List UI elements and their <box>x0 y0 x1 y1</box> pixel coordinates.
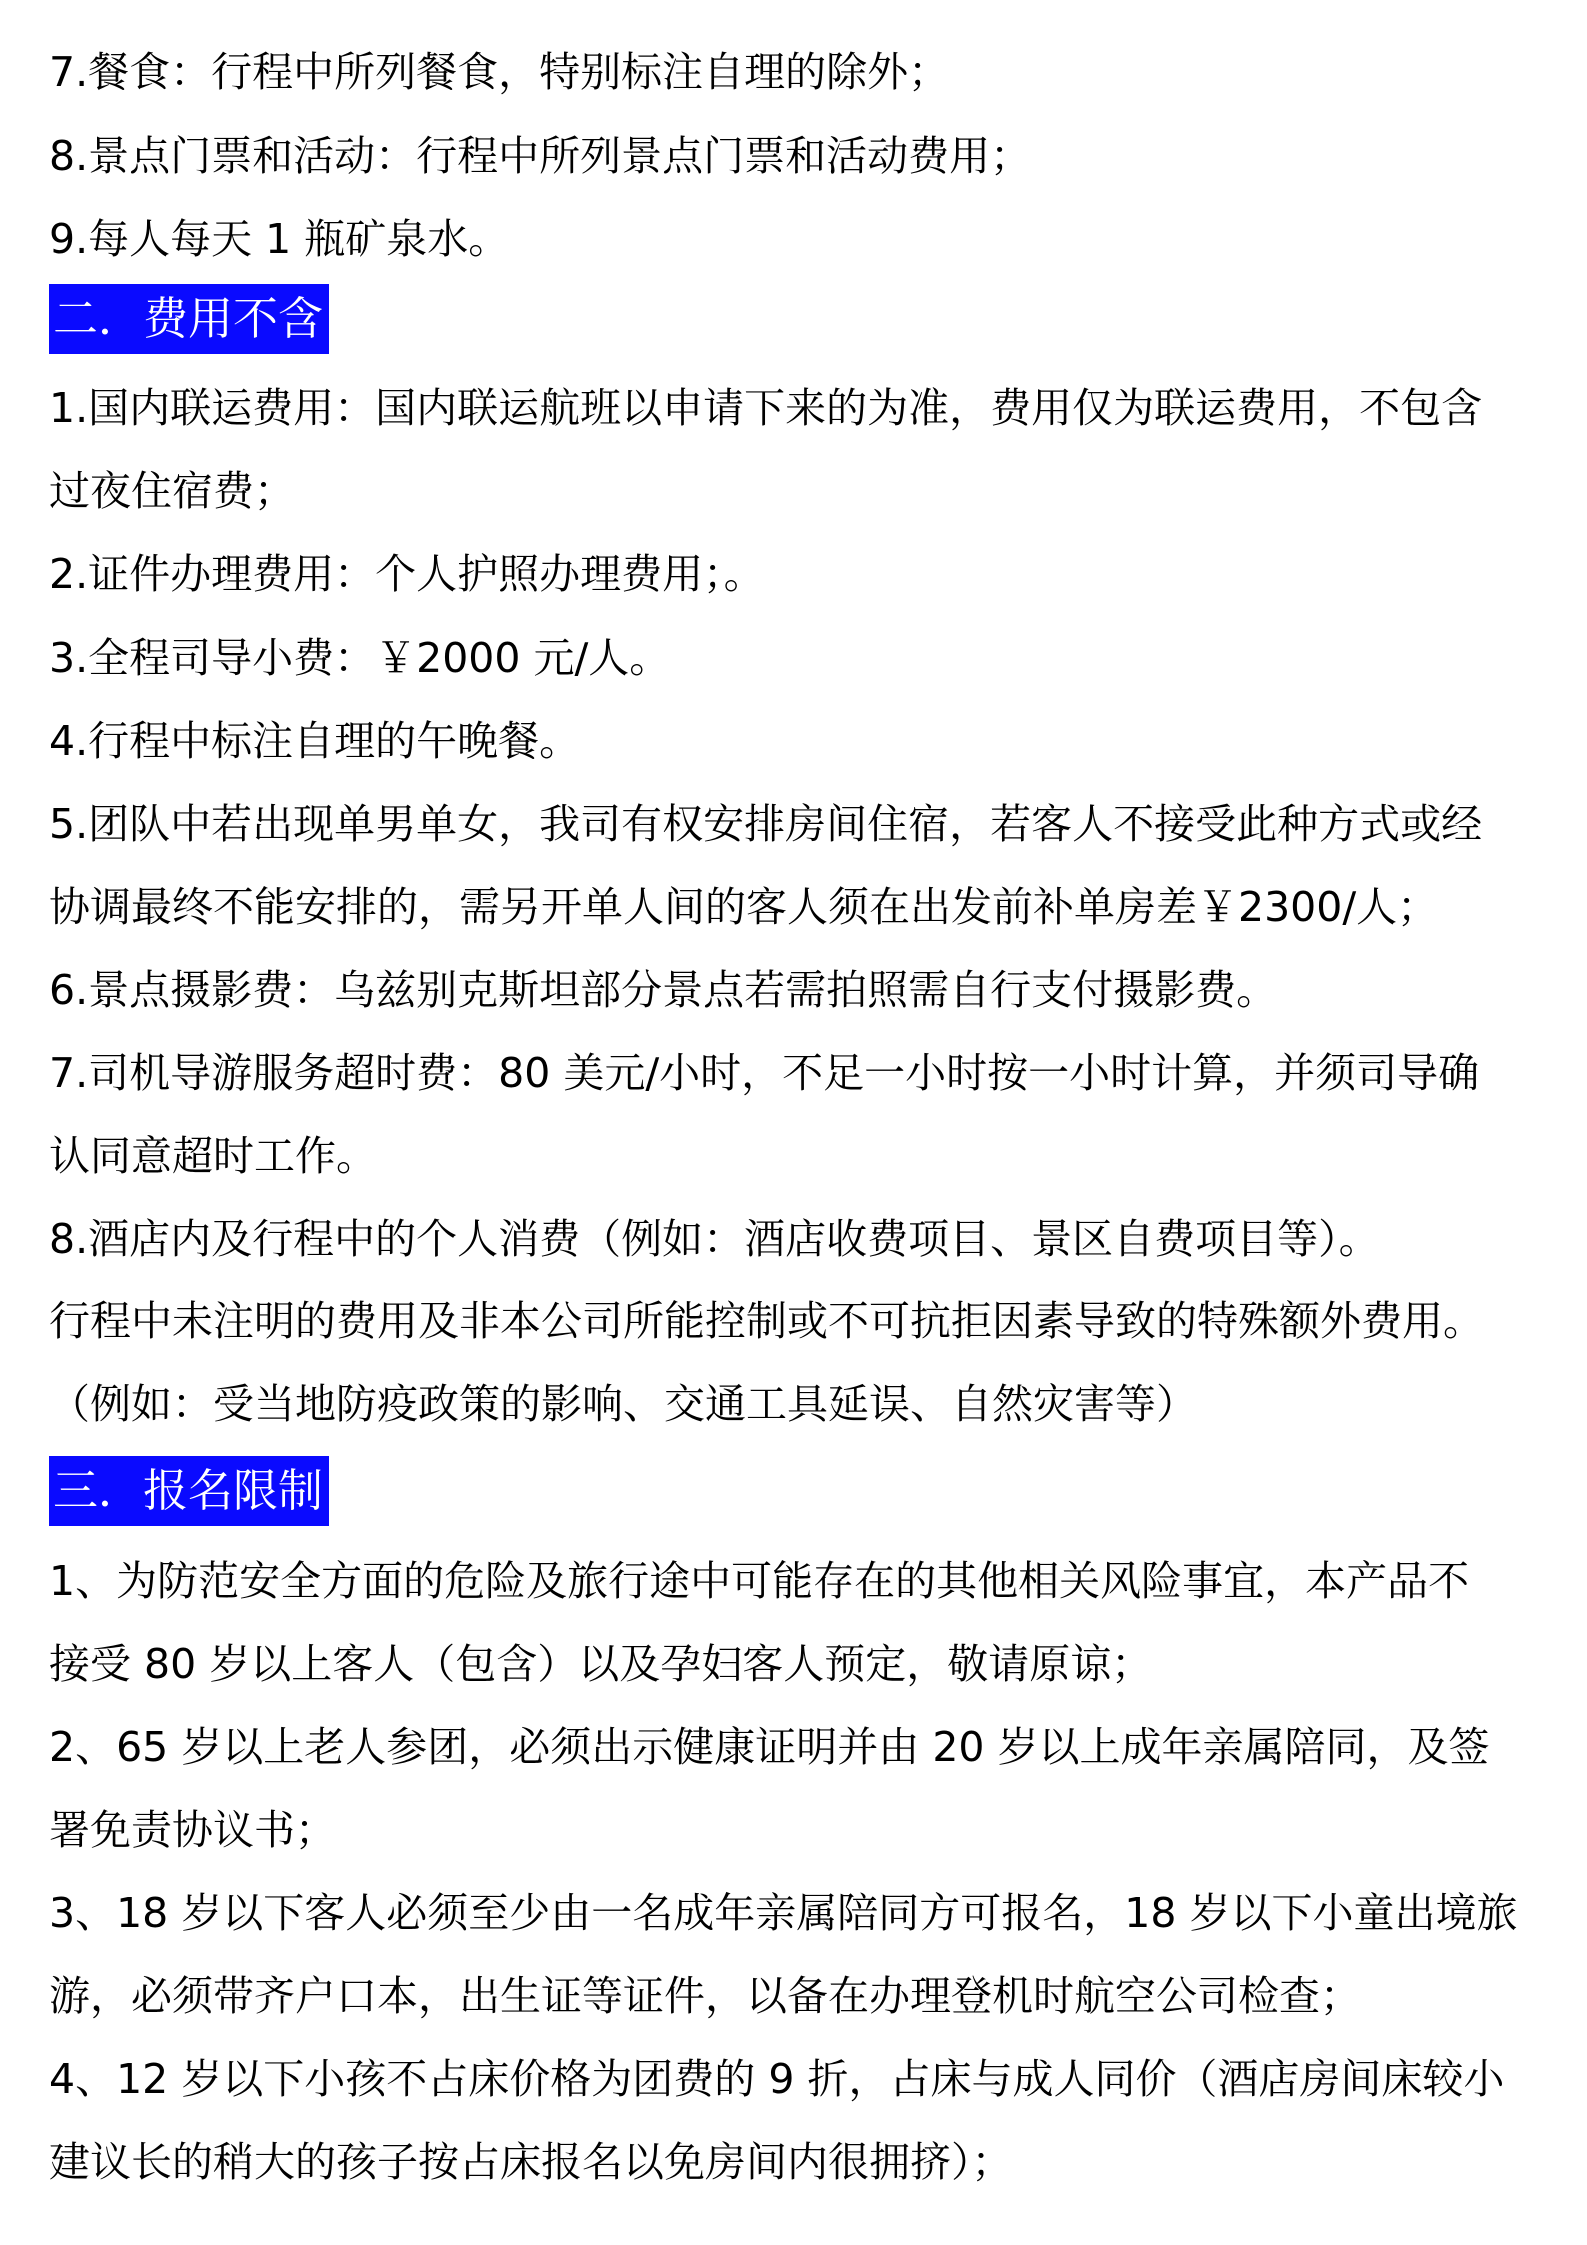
section2-line: 行程中未注明的费用及非本公司所能控制或不可抗拒因素导致的特殊额外费用。 <box>49 1297 1484 1345</box>
section2-heading: 二．费用不含 <box>49 284 329 354</box>
section3-line: 建议长的稍大的孩子按占床报名以免房间内很拥挤）； <box>49 2138 1013 2186</box>
section2-line: 5.团队中若出现单男单女，我司有权安排房间住宿，若客人不接受此种方式或经 <box>49 800 1483 848</box>
section1-line: 8.景点门票和活动：行程中所列景点门票和活动费用； <box>49 132 1032 180</box>
section3-line: 3、18 岁以下客人必须至少由一名成年亲属陪同方可报名，18 岁以下小童出境旅 <box>49 1889 1518 1937</box>
section3-line: 1、为防范安全方面的危险及旅行途中可能存在的其他相关风险事宜，本产品不 <box>49 1557 1470 1605</box>
section2-line: 2.证件办理费用：个人护照办理费用；。 <box>49 550 765 598</box>
section2-line: 8.酒店内及行程中的个人消费（例如：酒店收费项目、景区自费项目等）。 <box>49 1215 1380 1263</box>
section3-heading: 三．报名限制 <box>49 1456 329 1526</box>
section3-line: 接受 80 岁以上客人（包含）以及孕妇客人预定，敬请原谅； <box>49 1640 1153 1688</box>
section2-line: 认同意超时工作。 <box>49 1132 377 1180</box>
section1-line: 7.餐食：行程中所列餐食，特别标注自理的除外； <box>49 48 950 96</box>
section2-line: 4.行程中标注自理的午晚餐。 <box>49 717 581 765</box>
section1-line: 9.每人每天 1 瓶矿泉水。 <box>49 215 510 263</box>
section2-line: （例如：受当地防疫政策的影响、交通工具延误、自然灾害等） <box>49 1380 1197 1428</box>
section2-line: 3.全程司导小费：￥2000 元/人。 <box>49 634 671 682</box>
section3-line: 4、12 岁以下小孩不占床价格为团费的 9 折，占床与成人同价（酒店房间床较小 <box>49 2055 1505 2103</box>
section2-line: 6.景点摄影费：乌兹别克斯坦部分景点若需拍照需自行支付摄影费。 <box>49 966 1278 1014</box>
section2-line: 1.国内联运费用：国内联运航班以申请下来的为准，费用仅为联运费用，不包含 <box>49 384 1483 432</box>
section2-line: 7.司机导游服务超时费：80 美元/小时，不足一小时按一小时计算，并须司导确 <box>49 1049 1480 1097</box>
section3-line: 署免责协议书； <box>49 1806 336 1854</box>
section2-line: 协调最终不能安排的，需另开单人间的客人须在出发前补单房差￥2300/人； <box>49 883 1439 931</box>
section3-line: 2、65 岁以上老人参团，必须出示健康证明并由 20 岁以上成年亲属陪同，及签 <box>49 1723 1490 1771</box>
section3-line: 游，必须带齐户口本，出生证等证件，以备在办理登机时航空公司检查； <box>49 1972 1361 2020</box>
section2-line: 过夜住宿费； <box>49 467 295 515</box>
